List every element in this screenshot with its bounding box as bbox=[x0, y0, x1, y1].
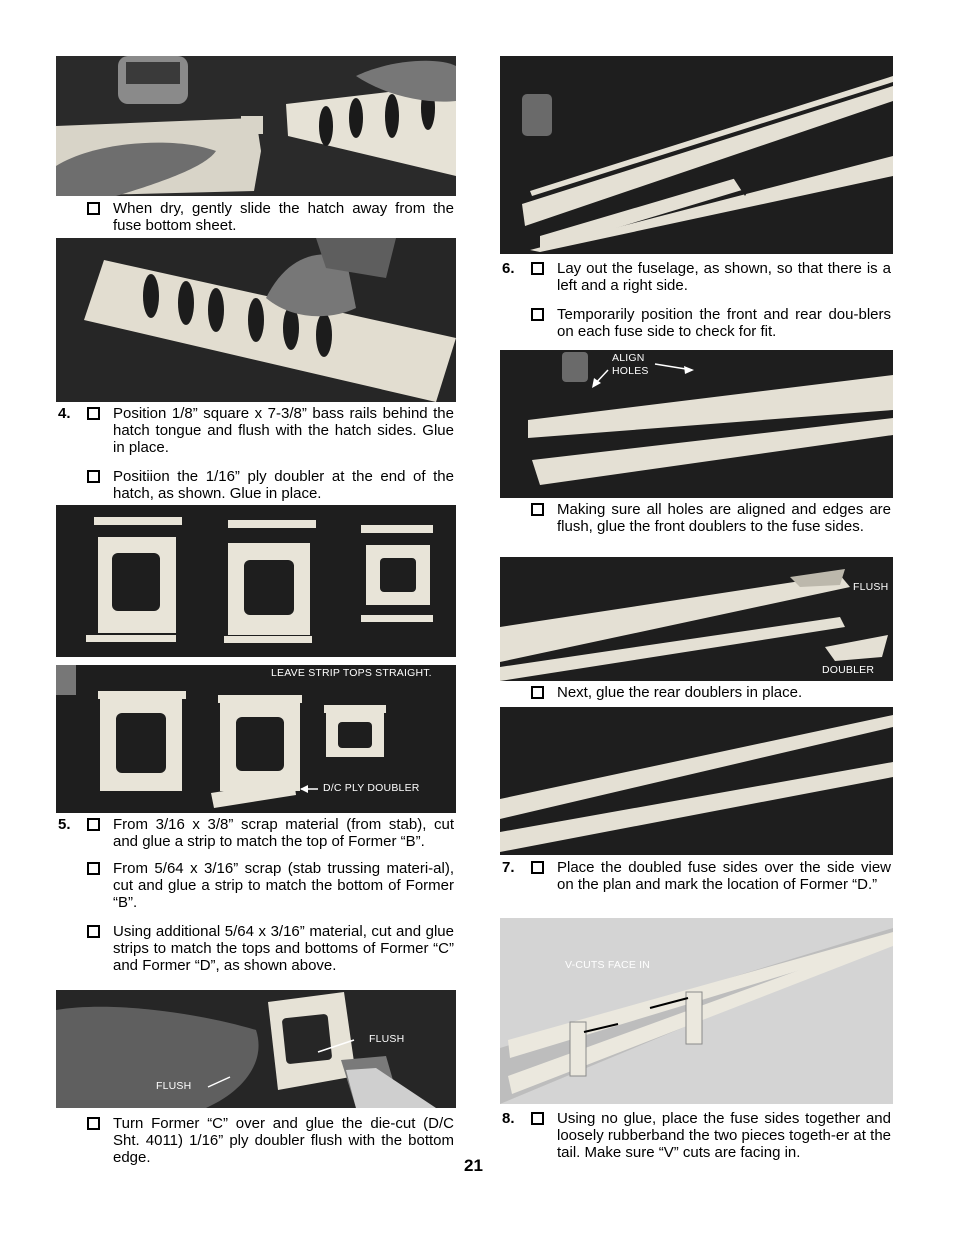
instruction-text: Using no glue, place the fuse sides together and loosely rubberband the two pieces togeth-er at the tail. Make sure “V” cuts are facing in. bbox=[557, 1110, 891, 1161]
checkbox[interactable] bbox=[87, 1117, 100, 1130]
step-number: 8. bbox=[502, 1110, 515, 1127]
instruction-text: Temporarily position the front and rear dou-blers on each fuse side to check for fit. bbox=[557, 306, 891, 340]
checkbox[interactable] bbox=[87, 470, 100, 483]
instruction-text: Making sure all holes are aligned and edges are flush, glue the front doublers to the fuse sides. bbox=[557, 501, 891, 535]
photo-rear-doublers bbox=[500, 707, 893, 855]
photo-former-doubler bbox=[56, 990, 456, 1108]
photo-fuse-sides bbox=[500, 56, 893, 254]
checkbox[interactable] bbox=[531, 262, 544, 275]
photo-v-cuts bbox=[500, 918, 893, 1104]
instruction-text: Lay out the fuselage, as shown, so that there is a left and a right side. bbox=[557, 260, 891, 294]
instruction-text: Positiion the 1/16” ply doubler at the end of the hatch, as shown. Glue in place. bbox=[113, 468, 454, 502]
photo-front-doublers bbox=[500, 557, 893, 681]
photo-caption: V-CUTS FACE IN bbox=[565, 959, 651, 971]
photo-hatch-part bbox=[56, 238, 456, 402]
step-number: 6. bbox=[502, 260, 515, 277]
step-number: 4. bbox=[58, 405, 71, 422]
instruction-text: Place the doubled fuse sides over the side view on the plan and mark the location of Former “D.” bbox=[557, 859, 891, 893]
photo-caption: ALIGN HOLES bbox=[612, 352, 649, 377]
photo-hatch-slide bbox=[56, 56, 456, 196]
instruction-text: Next, glue the rear doublers in place. bbox=[557, 684, 803, 701]
checkbox[interactable] bbox=[531, 1112, 544, 1125]
instruction-text: Position 1/8” square x 7-3/8” bass rails behind the hatch tongue and flush with the hatch sides. Glue in place. bbox=[113, 405, 454, 456]
photo-caption: LEAVE STRIP TOPS STRAIGHT. bbox=[271, 667, 432, 679]
step-number: 7. bbox=[502, 859, 515, 876]
page-number: 21 bbox=[464, 1156, 483, 1175]
checkbox[interactable] bbox=[531, 503, 544, 516]
photo-align-holes bbox=[500, 350, 893, 498]
checkbox[interactable] bbox=[87, 925, 100, 938]
photo-caption: FLUSH bbox=[369, 1033, 405, 1045]
instruction-text: Turn Former “C” over and glue the die-cut (D/C Sht. 4011) 1/16” ply doubler flush with the bottom edge. bbox=[113, 1115, 454, 1166]
checkbox[interactable] bbox=[87, 202, 100, 215]
photo-caption: FLUSH bbox=[156, 1080, 192, 1092]
instruction-text: When dry, gently slide the hatch away from the fuse bottom sheet. bbox=[113, 200, 454, 234]
instruction-text: Using additional 5/64 x 3/16” material, cut and glue strips to match the tops and bottoms of Former “C” and Former “D”, as shown above. bbox=[113, 923, 454, 974]
checkbox[interactable] bbox=[87, 407, 100, 420]
photo-formers-strips bbox=[56, 665, 456, 813]
step-number: 5. bbox=[58, 816, 71, 833]
checkbox[interactable] bbox=[531, 861, 544, 874]
photo-formers bbox=[56, 505, 456, 657]
photo-caption: DOUBLER bbox=[822, 664, 875, 676]
checkbox[interactable] bbox=[87, 862, 100, 875]
checkbox[interactable] bbox=[531, 686, 544, 699]
instruction-text: From 5/64 x 3/16” scrap (stab trussing materi-al), cut and glue a strip to match the bottom of Former “B”. bbox=[113, 860, 454, 911]
checkbox[interactable] bbox=[87, 818, 100, 831]
checkbox[interactable] bbox=[531, 308, 544, 321]
photo-caption: FLUSH bbox=[853, 581, 889, 593]
instruction-text: From 3/16 x 3/8” scrap material (from stab), cut and glue a strip to match the top of Former “B”. bbox=[113, 816, 454, 850]
photo-caption: D/C PLY DOUBLER bbox=[323, 782, 420, 794]
